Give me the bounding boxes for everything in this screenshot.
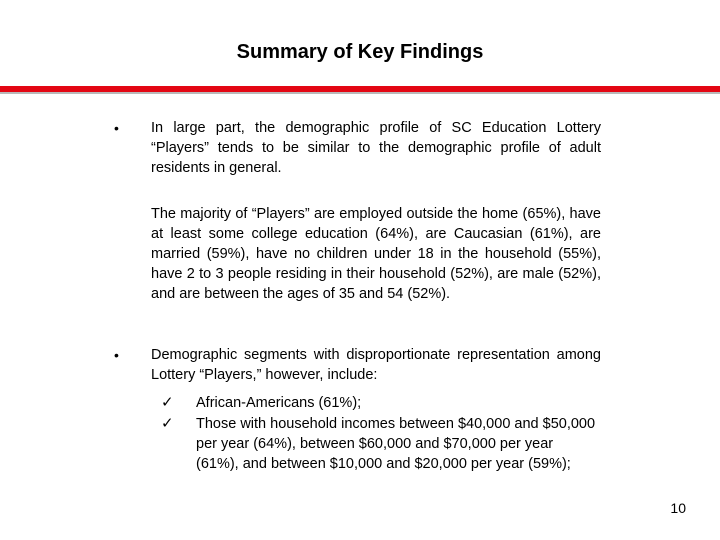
finding-paragraph-1: In large part, the demographic profile of SC Education Lottery “Players” tends to be similar to the demographic profile of adult residents in general. — [151, 120, 601, 176]
bullet-point: • — [114, 347, 119, 363]
checkmark-icon: ✓ — [161, 393, 174, 411]
finding-paragraph-2: The majority of “Players” are employed outside the home (65%), have at least some college education (64%), are Caucasian (61%), are married (59%), have no children under 18 in the household (55%), have 2 to 3 people residing in their household (52%), are male (52%), and are between the ages of 35 and 54 (52%). — [151, 206, 601, 302]
checkmark-icon: ✓ — [161, 414, 174, 432]
bullet-point: • — [114, 120, 119, 136]
finding-paragraph-3: Demographic segments with disproportionate representation among Lottery “Players,” however, include: — [151, 347, 601, 383]
sub-item-2: Those with household incomes between $40,000 and $50,000 per year (64%), between $60,000 and $70,000 per year (61%), and between $10,000 and $20,000 per year (59%); — [196, 416, 596, 472]
title-divider-gray — [0, 92, 720, 94]
slide-title: Summary of Key Findings — [236, 41, 484, 63]
sub-item-1: African-Americans (61%); — [196, 395, 362, 411]
page-number: 10 — [670, 500, 686, 516]
